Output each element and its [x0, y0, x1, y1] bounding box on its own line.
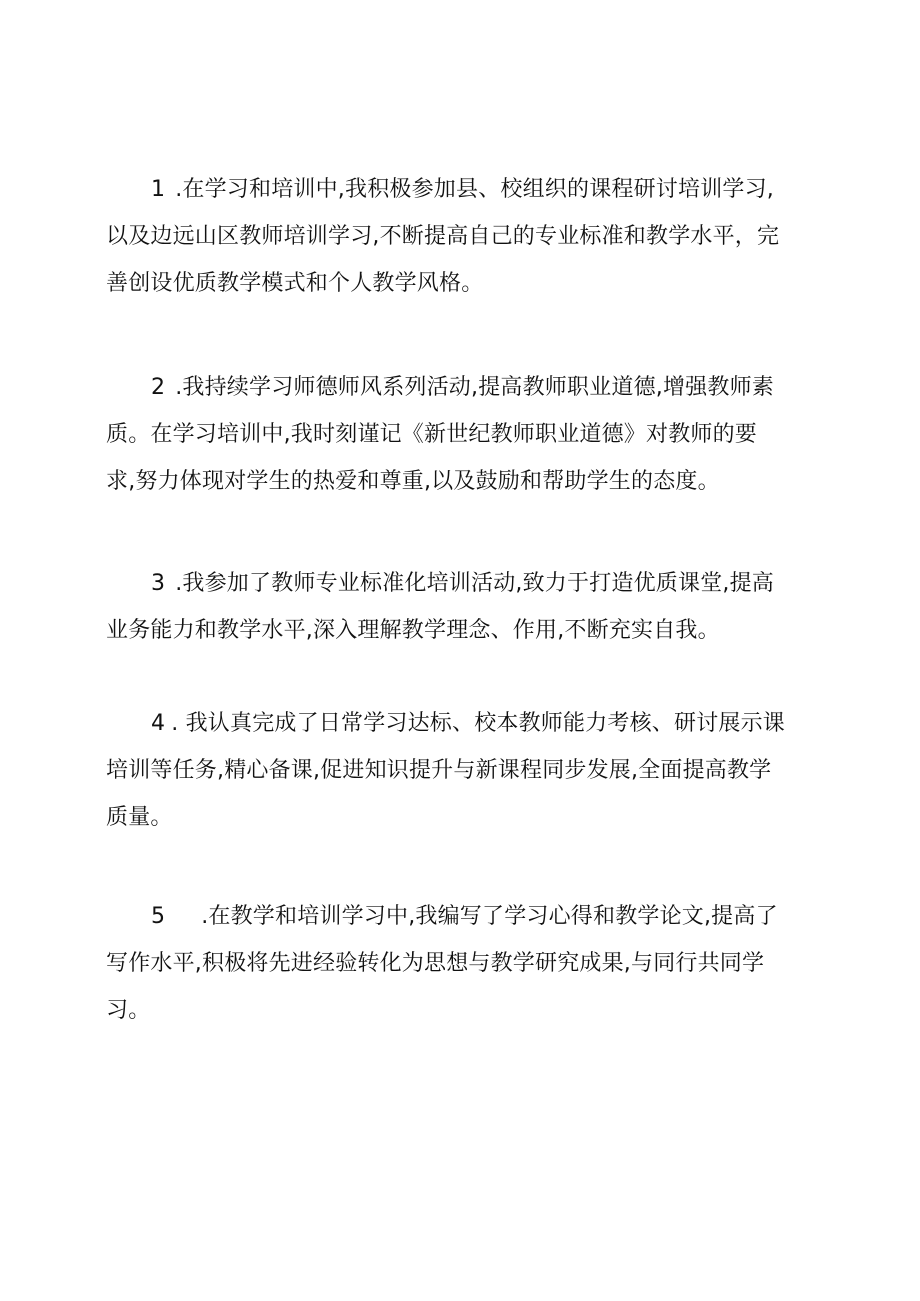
paragraph-5-line-1: [106, 893, 826, 940]
paragraph-4-line-3: 质量。: [106, 805, 173, 830]
paragraph-2-line-1: [106, 364, 826, 411]
paragraph-3-text-1: .我参加了教师专业标准化培训活动,致力于打造优质课堂,提高: [175, 571, 774, 596]
paragraph-1-number: 1: [151, 177, 166, 202]
paragraph-1-line-2: 以及边远山区教师培训学习,不断提高自己的专业标准和教学水平，完: [106, 224, 780, 249]
paragraph-5-number: 5: [151, 904, 166, 929]
paragraph-3-line-1: [106, 560, 826, 607]
paragraph-5: [106, 893, 826, 1034]
paragraph-4-line-1: [106, 700, 826, 747]
paragraph-5-line-2: 写作水平,积极将先进经验转化为思想与教学研究成果,与同行共同学: [106, 951, 765, 976]
paragraph-3-number: 3: [151, 571, 166, 596]
paragraph-4-text-1: . 我认真完成了日常学习达标、校本教师能力考核、研讨展示课: [171, 711, 785, 736]
paragraph-1-line-1: [106, 166, 826, 213]
paragraph-2-line-3: 求,努力体现对学生的热爱和尊重,以及鼓励和帮助学生的态度。: [106, 469, 720, 494]
paragraph-4-line-2: 培训等任务,精心备课,促进知识提升与新课程同步发展,全面提高教学: [106, 758, 772, 783]
paragraph-4: [106, 700, 826, 841]
paragraph-2-number: 2: [151, 375, 166, 400]
paragraph-5-line-3: 习。: [106, 998, 151, 1023]
paragraph-3: [106, 560, 826, 654]
paragraph-2-line-2: 质。在学习培训中,我时刻谨记《新世纪教师职业道德》对教师的要: [106, 422, 757, 447]
paragraph-1: [106, 166, 826, 307]
paragraph-1-text-1: .在学习和培训中,我积极参加县、校组织的课程研讨培训学习,: [175, 177, 774, 202]
paragraph-2: [106, 364, 826, 505]
paragraph-1-line-3: 善创设优质教学模式和个人教学风格。: [106, 271, 484, 296]
paragraph-2-text-1: .我持续学习师德师风系列活动,提高教师职业道德,增强教师素: [175, 375, 774, 400]
paragraph-3-line-2: 业务能力和教学水平,深入理解教学理念、作用,不断充实自我。: [106, 618, 720, 643]
paragraph-5-text-1: .在教学和培训学习中,我编写了学习心得和教学论文,提高了: [201, 904, 778, 929]
paragraph-4-number: 4: [151, 711, 166, 736]
